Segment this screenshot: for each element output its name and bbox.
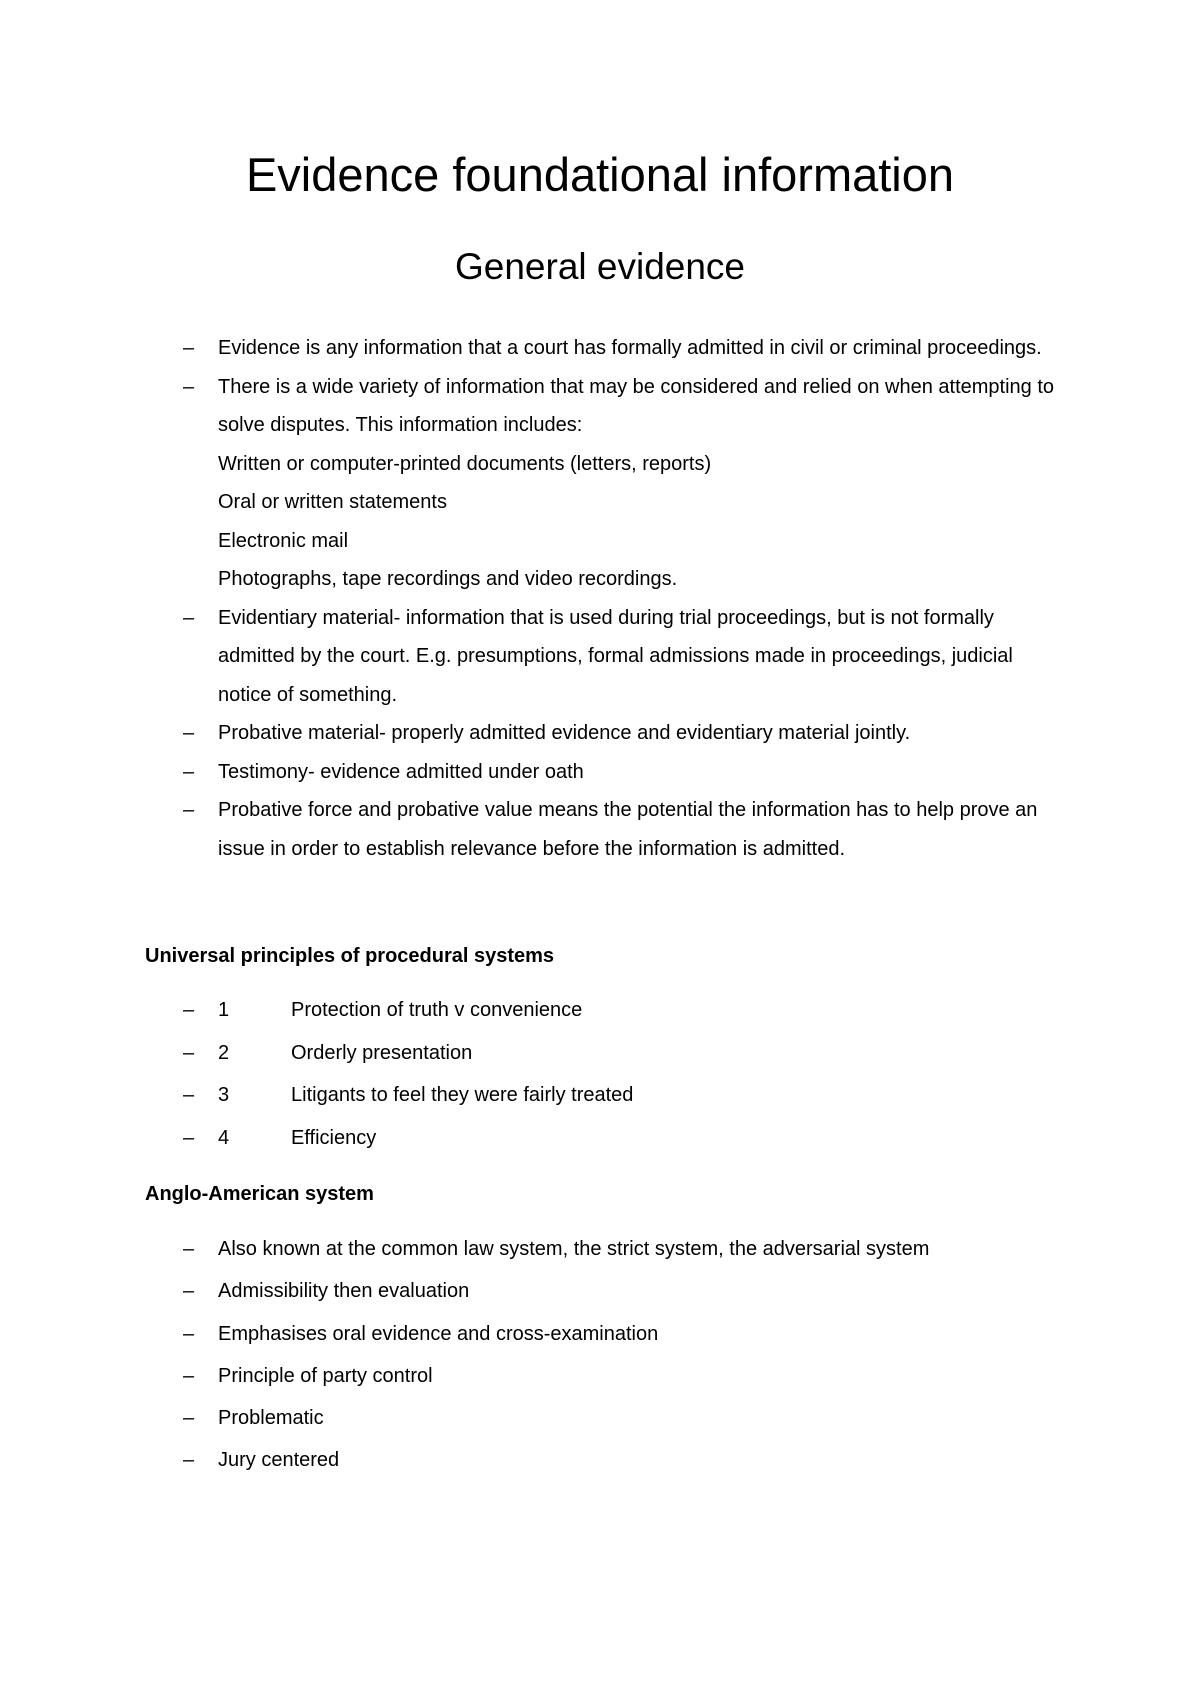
list-item: [145, 1446, 1065, 1474]
list-item-text: Jury centered: [218, 1449, 340, 1472]
dash-bullet: –: [183, 722, 195, 744]
list-item-text: Evidence is any information that a court has formally admitted in civil or criminal proceedings.: [218, 337, 1042, 359]
item-number: 1: [218, 999, 230, 1021]
universal-principles-list: [145, 996, 1065, 1166]
list-item-text: Litigants to feel they were fairly treated: [291, 1084, 634, 1106]
sub-item: Written or computer-printed documents (letters, reports): [218, 452, 712, 475]
list-item: [145, 599, 1065, 715]
dash-bullet: –: [183, 1280, 195, 1303]
list-item: [145, 1404, 1065, 1432]
sub-item: Photographs, tape recordings and video recordings.: [218, 568, 678, 590]
list-item-text: Testimony- evidence admitted under oath: [218, 760, 584, 783]
list-item: [145, 791, 1065, 868]
list-item: [145, 1277, 1065, 1305]
list-item: [145, 1362, 1065, 1390]
dash-bullet: –: [183, 1126, 195, 1149]
list-item-text: Evidentiary material- information that is used during trial proceedings, but is not formally admitted by the court. E.g. presumptions, formal admissions made in proceedings, judicial notice of something.: [218, 606, 1013, 706]
dash-bullet: –: [183, 760, 195, 783]
list-item: [145, 714, 1065, 753]
list-item: [145, 996, 1065, 1024]
dash-bullet: –: [183, 337, 195, 359]
list-item-text: Probative force and probative value means the potential the information has to help prove an issue in order to establish relevance before the information is admitted.: [218, 799, 1038, 860]
list-item-text: There is a wide variety of information that may be considered and relied on when attempting to solve disputes. This information includes:: [218, 375, 1055, 436]
item-number: 3: [218, 1084, 230, 1106]
list-item: [145, 368, 1065, 599]
dash-bullet: –: [183, 1364, 195, 1387]
sub-item: Oral or written statements: [218, 491, 447, 513]
general-evidence-list: [145, 329, 1065, 868]
dash-bullet: –: [183, 1449, 195, 1472]
dash-bullet: –: [183, 999, 195, 1021]
item-number: 4: [218, 1126, 230, 1149]
list-item-text: Admissibility then evaluation: [218, 1280, 470, 1303]
sub-item: Electronic mail: [218, 529, 349, 552]
list-item-text: Also known at the common law system, the strict system, the adversarial system: [218, 1238, 930, 1260]
dash-bullet: –: [183, 1407, 195, 1430]
item-number: 2: [218, 1041, 230, 1064]
dash-bullet: –: [183, 375, 195, 398]
dash-bullet: –: [183, 1041, 195, 1064]
list-item: [145, 1235, 1065, 1263]
dash-bullet: –: [183, 1238, 195, 1260]
list-item-text: Protection of truth v convenience: [291, 999, 583, 1021]
dash-bullet: –: [183, 1322, 195, 1345]
section-title-general-evidence: General evidence: [454, 246, 746, 287]
list-item-text: Principle of party control: [218, 1364, 433, 1387]
list-item-text: Problematic: [218, 1407, 324, 1430]
list-item: [145, 1320, 1065, 1348]
section-heading-universal-principles: Universal principles of procedural systems: [145, 945, 555, 967]
dash-bullet: –: [183, 799, 195, 821]
list-item: [145, 753, 1065, 792]
section-heading-anglo-american: Anglo-American system: [145, 1183, 374, 1205]
list-item-text: Probative material- properly admitted evidence and evidentiary material jointly.: [218, 722, 911, 744]
dash-bullet: –: [183, 1084, 195, 1106]
list-item-text: Emphasises oral evidence and cross-examination: [218, 1322, 659, 1345]
list-item: [145, 1081, 1065, 1109]
list-item: [145, 329, 1065, 368]
dash-bullet: –: [183, 606, 195, 629]
list-item: [145, 1039, 1065, 1067]
list-item: [145, 1124, 1065, 1152]
list-item-text: Orderly presentation: [291, 1041, 473, 1064]
anglo-american-list: [145, 1235, 1065, 1489]
document-title: Evidence foundational information: [245, 148, 955, 201]
list-item-text: Efficiency: [291, 1126, 377, 1149]
